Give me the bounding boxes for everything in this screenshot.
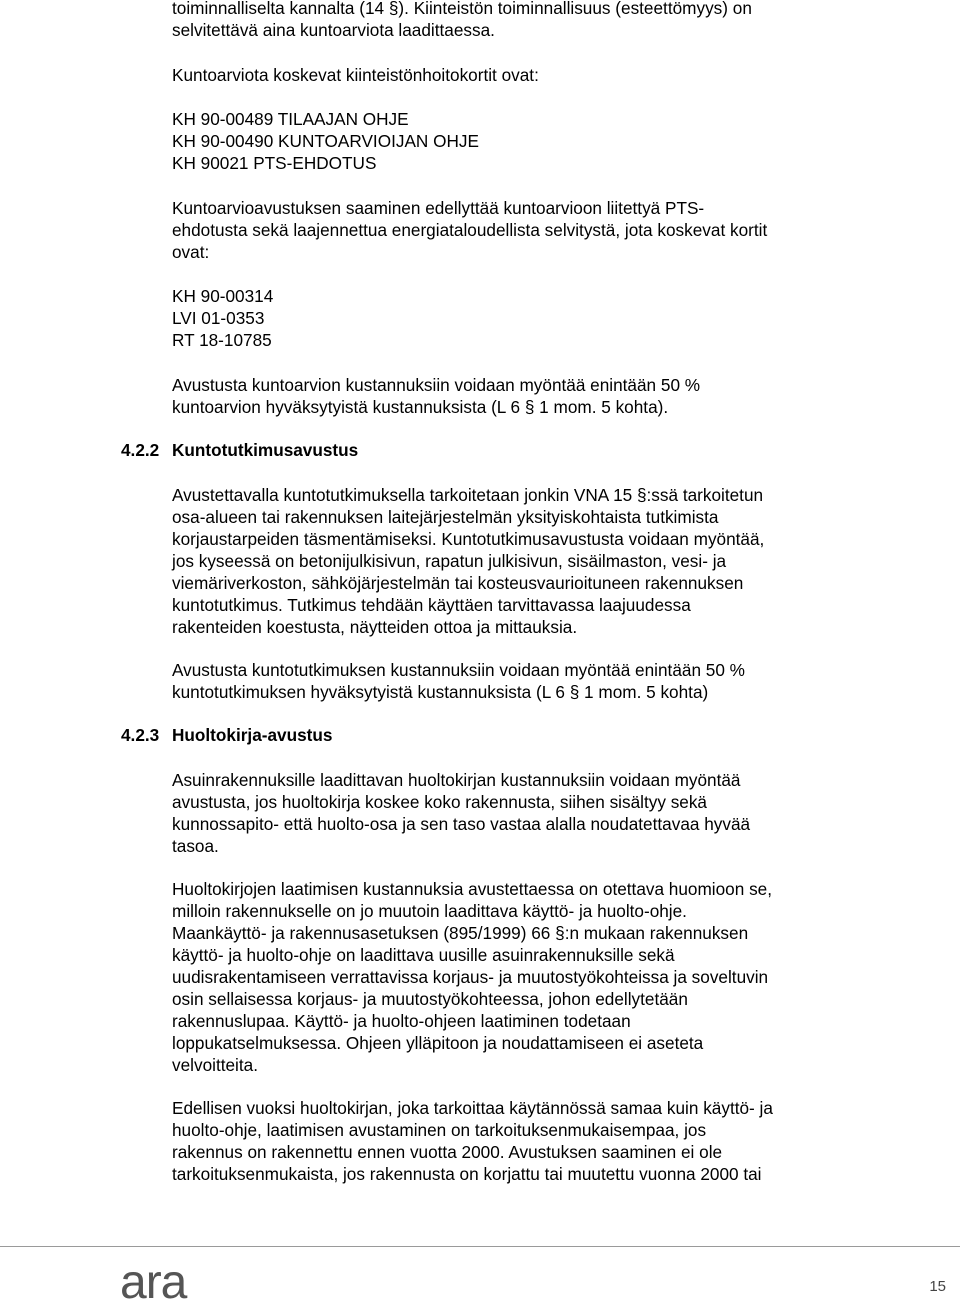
- paragraph-line: kuntotutkimuksen hyväksytyistä kustannuksista (L 6 § 1 mom. 5 kohta): [172, 682, 709, 702]
- paragraph-line: tarkoituksenmukaista, jos rakennusta on korjattu tai muutettu vuonna 2000 tai: [172, 1164, 762, 1184]
- requirement-line: Kuntoarvioavustuksen saaminen edellyttää kuntoarvioon liitettyä PTS-: [172, 198, 705, 218]
- section-title: Huoltokirja-avustus: [172, 725, 333, 745]
- paragraph-line: korjaustarpeiden täsmentämiseksi. Kuntotutkimusavustusta voidaan myöntää,: [172, 529, 765, 549]
- card-item: KH 90-00489 TILAAJAN OHJE: [172, 109, 409, 129]
- paragraph-line: Avustusta kuntotutkimuksen kustannuksiin voidaan myöntää enintään 50 %: [172, 660, 745, 680]
- section-number: 4.2.2: [121, 440, 160, 460]
- grant-line: kuntoarvion hyväksytyistä kustannuksista (L 6 § 1 mom. 5 kohta).: [172, 397, 669, 417]
- paragraph-line: Maankäyttö- ja rakennusasetuksen (895/1999) 66 §:n mukaan rakennuksen: [172, 923, 749, 943]
- section-title: Kuntotutkimusavustus: [172, 440, 359, 460]
- ara-logo: ara: [120, 1256, 187, 1309]
- paragraph-line: tasoa.: [172, 836, 219, 856]
- paragraph-line: Huoltokirjojen laatimisen kustannuksia avustettaessa on otettava huomioon se,: [172, 879, 773, 899]
- paragraph-line: Edellisen vuoksi huoltokirjan, joka tarkoittaa käytännössä samaa kuin käyttö- ja: [172, 1098, 773, 1118]
- paragraph-line: osin sellaisessa korjaus- ja muutostyökohteessa, johon edellytetään: [172, 989, 688, 1009]
- paragraph-line: huolto-ohje, laatimisen avustaminen on tarkoituksenmukaisempaa, jos: [172, 1120, 707, 1140]
- grant-line: Avustusta kuntoarvion kustannuksiin voidaan myöntää enintään 50 %: [172, 375, 701, 395]
- paragraph-line: kunnossapito- että huolto-osa ja sen taso vastaa alalla noudatettavaa hyvää: [172, 814, 751, 834]
- paragraph-line: rakennuslupaa. Käyttö- ja huolto-ohjeen laatiminen todetaan: [172, 1011, 631, 1031]
- paragraph-line: velvoitteita.: [172, 1055, 258, 1075]
- intro-line: selvitettävä aina kuntoarviota laadittaessa.: [172, 20, 495, 40]
- section-heading-422: [121, 439, 358, 461]
- card-item: LVI 01-0353: [172, 308, 265, 328]
- requirement-line: ehdotusta sekä laajennettua energiataloudellista selvitystä, jota koskevat kortit: [172, 220, 768, 240]
- paragraph-line: osa-alueen tai rakennuksen laitejärjestelmän yksityiskohtaista tutkimista: [172, 507, 719, 527]
- paragraph-line: loppukatselmuksessa. Ohjeen ylläpitoon ja noudattamiseen ei aseteta: [172, 1033, 704, 1053]
- card-item: KH 90021 PTS-EHDOTUS: [172, 153, 377, 173]
- requirement-line: ovat:: [172, 242, 210, 262]
- section-number: 4.2.3: [121, 725, 160, 745]
- paragraph-line: Asuinrakennuksille laadittavan huoltokirjan kustannuksiin voidaan myöntää: [172, 770, 741, 790]
- paragraph-line: Avustettavalla kuntotutkimuksella tarkoitetaan jonkin VNA 15 §:ssä tarkoitetun: [172, 485, 764, 505]
- intro-line: toiminnalliselta kannalta (14 §). Kiinteistön toiminnallisuus (esteettömyys) on: [172, 0, 752, 18]
- footer-divider: [0, 1246, 960, 1247]
- paragraph-line: rakennus on rakennettu ennen vuotta 2000. Avustuksen saaminen ei ole: [172, 1142, 723, 1162]
- section-heading-423: [121, 724, 332, 746]
- card-item: RT 18-10785: [172, 330, 272, 350]
- paragraph-line: uudisrakentamiseen verrattavissa korjaus- ja muutostyökohteissa ja soveltuvin: [172, 967, 769, 987]
- paragraph-line: jos kyseessä on betonijulkisivun, rapatun julkisivun, sisäilmaston, vesi- ja: [172, 551, 727, 571]
- page-number: 15: [929, 1278, 946, 1295]
- cards-intro-text: Kuntoarviota koskevat kiinteistönhoitokortit ovat:: [172, 65, 539, 85]
- paragraph-line: rakenteiden koestusta, näytteiden ottoa ja mittauksia.: [172, 617, 578, 637]
- card-item: KH 90-00314: [172, 286, 274, 306]
- paragraph-line: viemäriverkoston, sähköjärjestelmän tai kosteusvaurioituneen rakennuksen: [172, 573, 744, 593]
- card-item: KH 90-00490 KUNTOARVIOIJAN OHJE: [172, 131, 479, 151]
- paragraph-line: kuntotutkimus. Tutkimus tehdään käyttäen tarvittavassa laajuudessa: [172, 595, 691, 615]
- paragraph-line: avustusta, jos huoltokirja koskee koko rakennusta, siihen sisältyy sekä: [172, 792, 707, 812]
- paragraph-line: käyttö- ja huolto-ohje on laadittava uusille asuinrakennuksille sekä: [172, 945, 675, 965]
- paragraph-line: milloin rakennukselle on jo muutoin laadittava käyttö- ja huolto-ohje.: [172, 901, 687, 921]
